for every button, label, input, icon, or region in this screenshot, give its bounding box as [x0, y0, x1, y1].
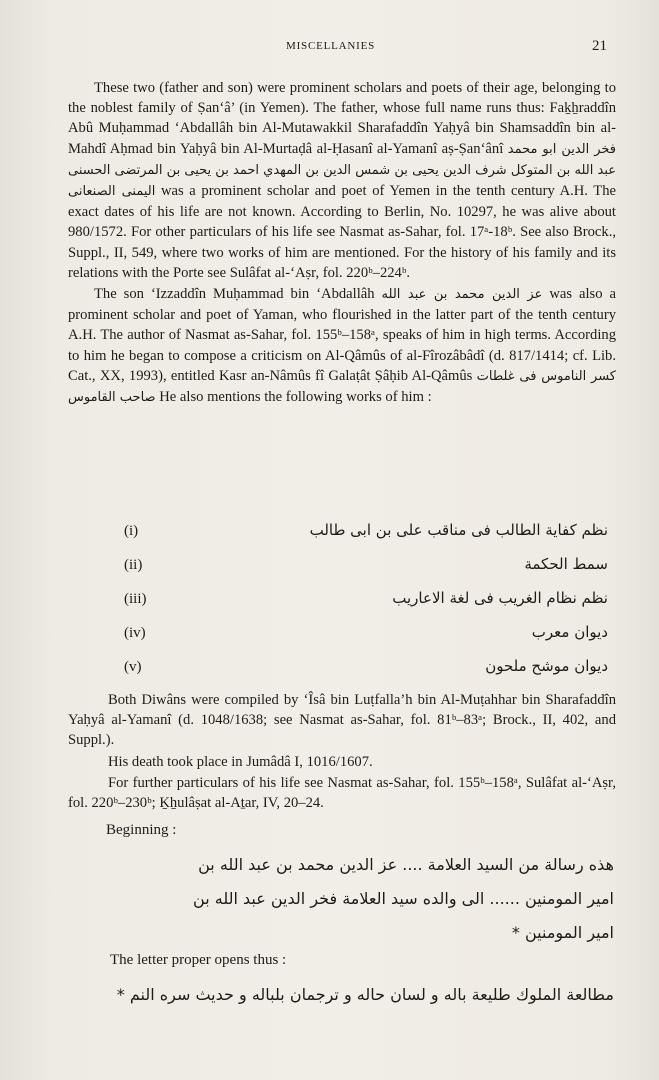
paragraph-father: [68, 78, 616, 283]
beginning-label: Beginning :: [106, 822, 177, 838]
beginning-line-3: امير المومنين *: [511, 923, 614, 942]
paragraph-death: His death took place in Jumâdâ I, 1016/1607.: [108, 753, 373, 770]
list-item: [68, 583, 616, 617]
work-number: (iv): [124, 625, 146, 641]
work-title: ديوان معرب: [531, 623, 608, 641]
work-title: نظم نظام الغريب فى لغة الاعاريب: [392, 589, 608, 607]
list-item: [68, 549, 616, 583]
page-number: 21: [592, 38, 607, 54]
paragraph-further: For further particulars of his life see Nasmat as-Sahar, fol. 155ᵇ–158ᵃ, Sulâfat al-‘Aṣr, fol. 220ᵇ–230ᵇ; Ḵẖulâṣat al-Aṯar, IV, 20–24.: [68, 774, 616, 812]
work-number: (ii): [124, 557, 143, 573]
letter-label: The letter proper opens thus :: [110, 952, 287, 968]
work-number: (iii): [124, 591, 147, 607]
beginning-line-2: امير المومنين ...... الى والده سيد العلامة فخر الدين عبد الله بن: [193, 889, 614, 908]
list-item: [68, 617, 616, 651]
father-details-text: was a prominent scholar and poet of Yemen in the tenth century A.H. The exact dates of his life are not known. According to Berlin, No. 10297, he was alive about 980/1572. For other particulars of his life see Nasmat as-Sahar, fol. 17ᵃ-18ᵇ. See also Brock., Suppl., II, 549, where two works of him are mentioned. For the history of his family and its relations with the Porte see Sulâfat al-‘Aṣr, fol. 220ᵇ–224ᵇ.: [68, 183, 616, 281]
letter-arabic-text: مطالعة الملوك طليعة باله و لسان حاله و ترجمان بلباله و حديث سره النم *: [116, 985, 614, 1004]
son-arabic-name: عز الدين محمد بن عبد الله: [381, 287, 543, 303]
son-intro-text: The son ‘Izzaddîn Muḥammad bin ‘Abdallâh: [94, 286, 375, 303]
lower-text: [68, 690, 616, 814]
beginning-line-1: هذه رسالة من السيد العلامة .... عز الدين محمد بن عبد الله بن: [198, 855, 614, 874]
father-arabic-name: فخر الدين ابو محمد عبد الله بن المتوكل شرف الدين يحيى بن شمس الدين بن المهدي احمد بن يحيى بن المرتضى الحسنى اليمنى الصنعانى: [68, 141, 617, 200]
list-item: [68, 651, 616, 685]
main-text: [68, 78, 616, 409]
running-title: MISCELLANIES: [286, 40, 376, 52]
page-header: [0, 38, 659, 58]
work-title: نظم كفاية الطالب فى مناقب على بن ابى طالب: [309, 521, 608, 539]
criticism-arabic-title: كسر الناموس فى غلطات صاحب القاموس: [68, 368, 616, 406]
work-number: (v): [124, 659, 142, 675]
paragraph-son: [68, 284, 616, 408]
work-number: (i): [124, 523, 139, 539]
work-title: ديوان موشح ملحون: [485, 657, 608, 675]
works-intro-text: He also mentions the following works of him :: [159, 389, 432, 406]
father-intro-text: These two (father and son) were prominent scholars and poets of their age, belonging to the noblest family of Ṣan‘â’ (in Yemen). The father, whose full name runs thus: Faḵẖraddîn Abû Muḥammad ‘Abdallâh bin Al-Mutawakkil Sharafaddîn Yaḥyâ bin Shamsaddîn bin al-Mahdî Aḥmad bin Yaḥyâ bin Al-Murtaḍâ al-Ḥasanî al-Yamanî aṣ-Ṣan‘ânî: [68, 80, 616, 157]
paragraph-diwans: Both Diwâns were compiled by ‘Îsâ bin Luṭfalla’h bin Al-Muṭahhar bin Sharafaddîn Yaḥyâ al-Yamanî (d. 1048/1638; see Nasmat as-Sahar, fol. 81ᵇ–83ᵃ; Brock., II, 402, and Suppl.).: [68, 692, 616, 749]
son-details-text: was also a prominent scholar and poet of Yaman, who flourished in the latter part of the tenth century A.H. The author of Nasmat as-Sahar, fol. 155ᵇ–158ᵃ, speaks of him in high terms. According to him he began to compose a criticism on Al-Qâmûs of al-Fîrozâbâdî (d. 817/1414; cf. Lib. Cat., XX, 1993), entitled Kasr an-Nâmûs fî Galaṭât Ṣâḥib Al-Qâmûs: [68, 286, 616, 384]
works-list: [68, 515, 616, 685]
work-title: سمط الحكمة: [524, 555, 608, 573]
list-item: [68, 515, 616, 549]
beginning-arabic-text: [80, 848, 614, 950]
